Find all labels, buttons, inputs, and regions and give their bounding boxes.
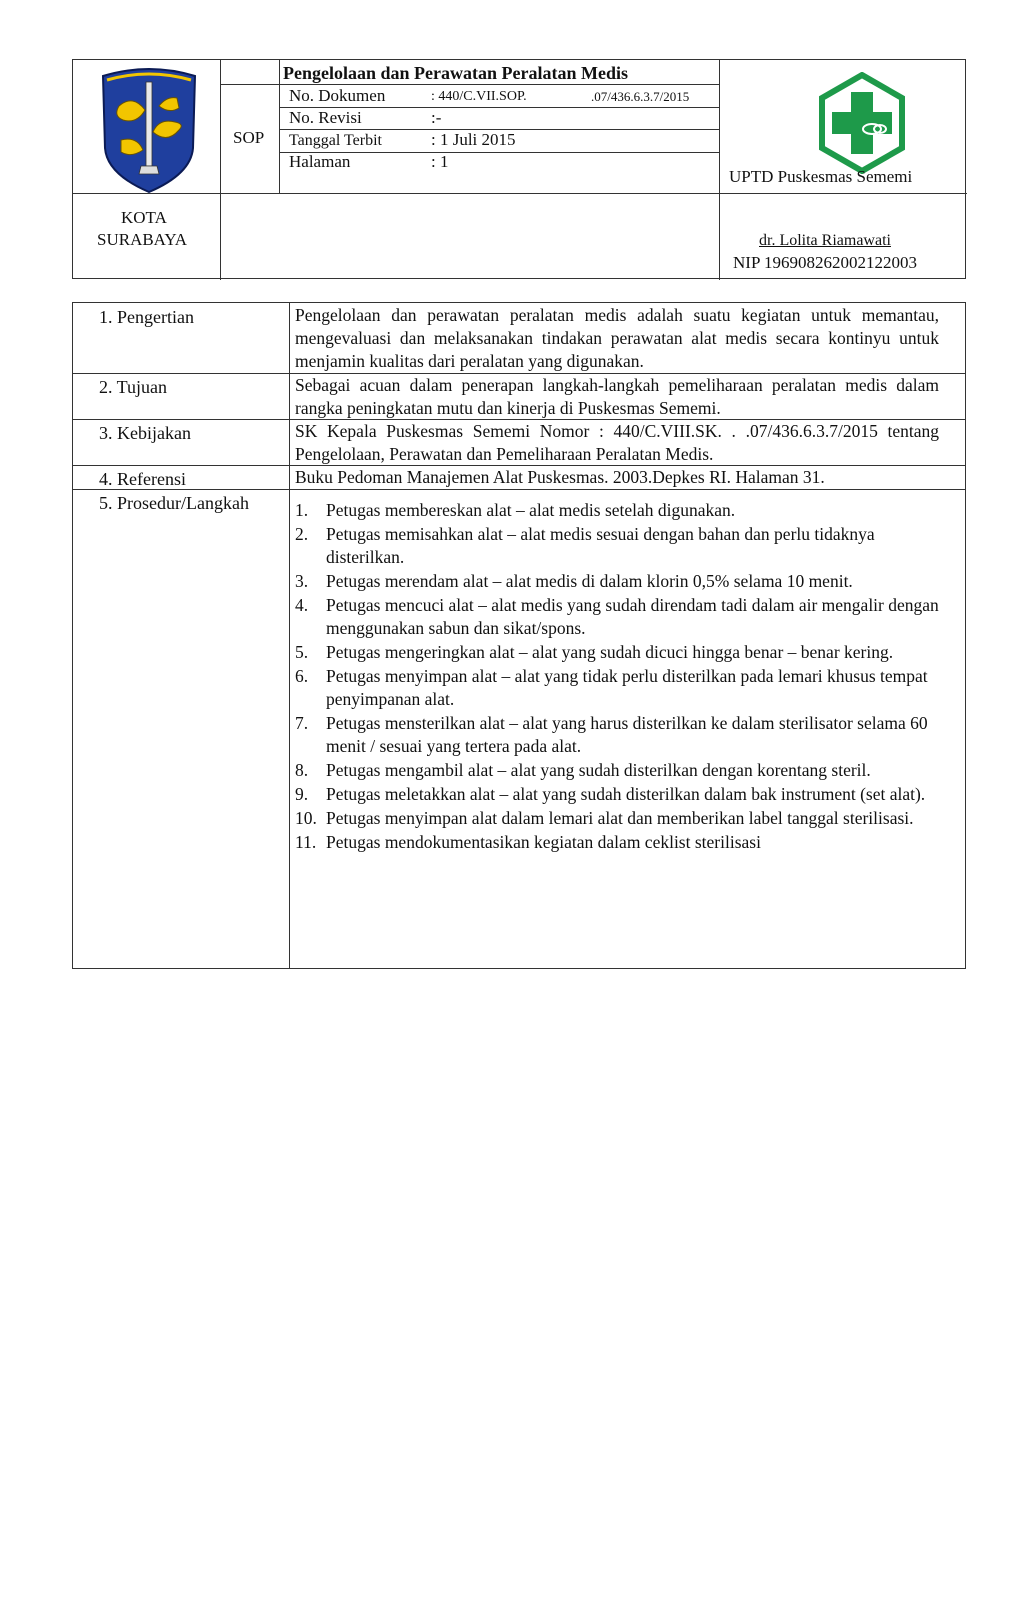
step-number: 7.: [295, 713, 309, 733]
step-number: 10.: [295, 808, 317, 828]
list-item: [295, 570, 945, 593]
label-referensi: 4. Referensi: [99, 469, 186, 489]
surabaya-crest-icon: [97, 66, 201, 194]
step-text: Petugas meletakkan alat – alat yang sudah disterilkan dalam bak instrument (set alat).: [326, 784, 926, 804]
city-line-1: KOTA: [121, 208, 167, 227]
label-prosedur: 5. Prosedur/Langkah: [99, 493, 249, 513]
field-value-halaman: : 1: [431, 152, 449, 171]
step-text: Petugas merendam alat – alat medis di dalam klorin 0,5% selama 10 menit.: [326, 571, 853, 591]
step-text: Petugas membereskan alat – alat medis setelah digunakan.: [326, 500, 736, 520]
text-pengertian: Pengelolaan dan perawatan peralatan medis adalah suatu kegiatan untuk memantau, mengevaluasi dan melaksanakan tindakan perawatan alat medis secara kontinyu untuk menjamin kualitas dari peralatan yang digunakan.: [295, 305, 939, 371]
step-text: Petugas mengambil alat – alat yang sudah disterilkan dengan korentang steril.: [326, 760, 871, 780]
signer-name: dr. Lolita Riamawati: [759, 232, 891, 249]
field-label-revisi: No. Revisi: [289, 108, 362, 127]
procedure-steps: [295, 499, 945, 855]
list-item: [295, 665, 945, 711]
step-text: Petugas mengeringkan alat – alat yang sudah dicuci hingga benar – benar kering.: [326, 642, 894, 662]
step-number: 4.: [295, 595, 309, 615]
list-item: [295, 523, 945, 569]
list-item: [295, 712, 945, 758]
step-number: 2.: [295, 524, 309, 544]
field-value-dokumen-suffix: .07/436.6.3.7/2015: [591, 89, 690, 104]
document-title: Pengelolaan dan Perawatan Peralatan Medis: [283, 63, 628, 83]
list-item: [295, 783, 945, 806]
step-number: 3.: [295, 571, 309, 591]
field-label-halaman: Halaman: [289, 152, 351, 171]
step-text: Petugas menyimpan alat – alat yang tidak perlu disterilkan pada lemari khusus tempat penyimpanan alat.: [326, 666, 928, 709]
puskesmas-logo-icon: [818, 72, 906, 174]
list-item: [295, 831, 945, 854]
label-tujuan: 2. Tujuan: [99, 377, 168, 397]
list-item: [295, 641, 945, 664]
label-kebijakan: 3. Kebijakan: [99, 423, 191, 443]
signer-nip: NIP 196908262002122003: [733, 253, 918, 272]
sop-label: SOP: [233, 128, 265, 147]
org-name: UPTD Puskesmas Sememi: [729, 167, 913, 186]
step-number: 9.: [295, 784, 309, 804]
step-number: 5.: [295, 642, 309, 662]
list-item: [295, 499, 945, 522]
text-referensi: Buku Pedoman Manajemen Alat Puskesmas. 2003.Depkes RI. Halaman 31.: [295, 467, 825, 487]
city-line-2: SURABAYA: [97, 230, 188, 249]
list-item: [295, 807, 945, 830]
step-number: 1.: [295, 500, 309, 520]
text-kebijakan: SK Kepala Puskesmas Sememi Nomor : 440/C.VIII.SK. . .07/436.6.3.7/2015 tentang Pengelolaan, Perawatan dan Pemeliharaan Peralatan Medis.: [295, 421, 939, 464]
step-text: Petugas mencuci alat – alat medis yang sudah direndam tadi dalam air mengalir dengan menggunakan sabun dan sikat/spons.: [326, 595, 939, 638]
field-value-revisi: :-: [431, 108, 442, 127]
step-text: Petugas memisahkan alat – alat medis sesuai dengan bahan dan perlu tidaknya disterilkan.: [326, 524, 875, 567]
step-number: 11.: [295, 832, 317, 852]
step-text: Petugas mensterilkan alat – alat yang harus disterilkan ke dalam sterilisator selama 60 menit / sesuai yang tertera pada alat.: [326, 713, 928, 756]
field-value-terbit: : 1 Juli 2015: [431, 130, 516, 149]
field-label-terbit: Tanggal Terbit: [289, 132, 382, 149]
list-item: [295, 759, 945, 782]
text-tujuan: Sebagai acuan dalam penerapan langkah-langkah pemeliharaan peralatan medis dalam rangka peningkatan mutu dan kinerja di Puskesmas Sememi.: [295, 375, 939, 418]
list-item: [295, 594, 945, 640]
label-pengertian: 1. Pengertian: [99, 307, 194, 327]
step-number: 6.: [295, 666, 309, 686]
step-text: Petugas mendokumentasikan kegiatan dalam ceklist sterilisasi: [326, 832, 761, 852]
field-label-dokumen: No. Dokumen: [289, 86, 386, 105]
step-text: Petugas menyimpan alat dalam lemari alat dan memberikan label tanggal sterilisasi.: [326, 808, 914, 828]
content-table: [72, 302, 966, 969]
step-number: 8.: [295, 760, 309, 780]
header-table: [72, 59, 966, 279]
field-value-dokumen: : 440/C.VII.SOP.: [431, 89, 527, 104]
